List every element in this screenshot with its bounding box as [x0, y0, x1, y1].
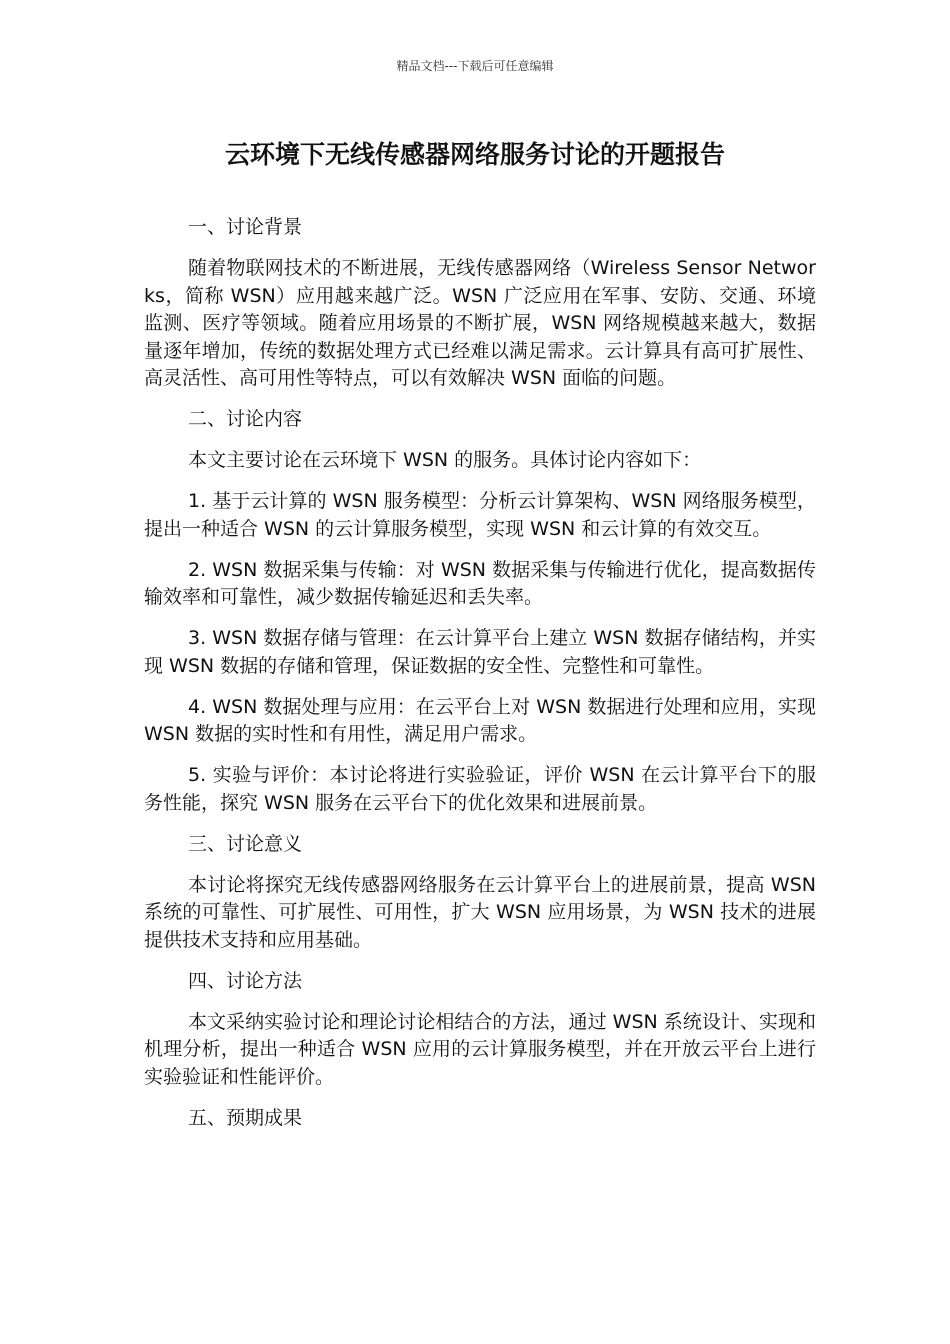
- header-watermark: 精品文档---下载后可任意编辑: [396, 59, 554, 73]
- section-heading-significance: 三、讨论意义: [188, 832, 303, 855]
- content-item-1: 1. 基于云计算的 WSN 服务模型：分析云计算架构、WSN 网络服务模型，提出一种适合 WSN 的云计算服务模型，实现 WSN 和云计算的有效交互。: [144, 490, 816, 540]
- section-heading-background: 一、讨论背景: [188, 216, 303, 238]
- content-intro-paragraph: 本文主要讨论在云环境下 WSN 的服务。具体讨论内容如下：: [188, 449, 702, 471]
- content-item-4: 4. WSN 数据处理与应用：在云平台上对 WSN 数据进行处理和应用，实现 WSN 数据的实时性和有用性，满足用户需求。: [144, 695, 816, 745]
- document-title: 云环境下无线传感器网络服务讨论的开题报告: [224, 140, 725, 169]
- method-paragraph: 本文采纳实验讨论和理论讨论相结合的方法，通过 WSN 系统设计、实现和机理分析，提出一种适合 WSN 应用的云计算服务模型，并在开放云平台上进行实验验证和性能评价。: [144, 1010, 816, 1088]
- significance-paragraph: 本讨论将探究无线传感器网络服务在云计算平台上的进展前景，提高 WSN 系统的可靠性、可扩展性、可用性，扩大 WSN 应用场景，为 WSN 技术的进展提供技术支持和应用基础。: [144, 873, 816, 951]
- section-heading-content: 二、讨论内容: [188, 408, 303, 430]
- document-body: [144, 214, 816, 1146]
- content-item-5: 5. 实验与评价：本讨论将进行实验验证，评价 WSN 在云计算平台下的服务性能，探究 WSN 服务在云平台下的优化效果和进展前景。: [144, 764, 816, 814]
- content-item-2: 2. WSN 数据采集与传输：对 WSN 数据采集与传输进行优化，提高数据传输效率和可靠性，减少数据传输延迟和丢失率。: [144, 558, 816, 608]
- section-heading-method: 四、讨论方法: [188, 969, 303, 992]
- section-heading-expected-results: 五、预期成果: [188, 1106, 303, 1129]
- background-paragraph: 随着物联网技术的不断进展，无线传感器网络（Wireless Sensor Networks，简称 WSN）应用越来越广泛。WSN 广泛应用在军事、安防、交通、环境监测、医疗等领域。随着应用场景的不断扩展，WSN 网络规模越来越大，数据量逐年增加，传统的数据处理方式已经难以满足需求。云计算具有高可扩展性、高灵活性、高可用性等特点，可以有效解决 WSN 面临的问题。: [144, 257, 816, 389]
- content-item-3: 3. WSN 数据存储与管理：在云计算平台上建立 WSN 数据存储结构，并实现 WSN 数据的存储和管理，保证数据的安全性、完整性和可靠性。: [144, 627, 816, 677]
